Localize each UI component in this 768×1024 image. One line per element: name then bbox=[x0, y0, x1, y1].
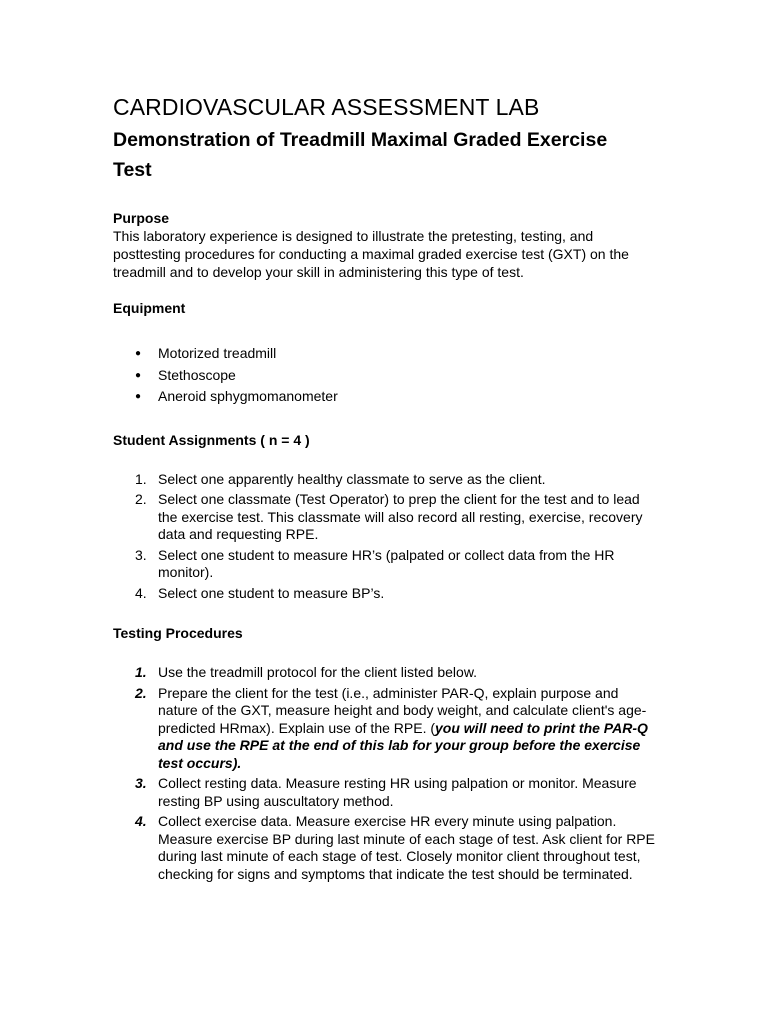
list-number: 4. bbox=[135, 813, 147, 829]
list-item bbox=[113, 664, 658, 682]
list-number: 2. bbox=[135, 491, 147, 507]
equipment-item-label: Aneroid sphygmomanometer bbox=[158, 388, 338, 404]
testing-procedures-list bbox=[113, 664, 658, 883]
equipment-heading: Equipment bbox=[113, 300, 186, 316]
list-number: 3. bbox=[135, 775, 147, 791]
equipment-item bbox=[113, 365, 658, 387]
equipment-item-label: Stethoscope bbox=[158, 366, 236, 383]
list-number: 4. bbox=[135, 584, 147, 601]
document-title: CARDIOVASCULAR ASSESSMENT LAB bbox=[113, 94, 540, 120]
list-number: 2. bbox=[135, 684, 147, 701]
list-number: 3. bbox=[135, 546, 147, 563]
list-item bbox=[113, 813, 658, 883]
list-item-text: Prepare the client for the test (i.e., administer PAR-Q, explain purpose and nature of the GXT, measure height and body weight, and calculate client's age-predicted HRmax). Explain use of the RPE. ( bbox=[158, 684, 647, 736]
purpose-text: This laboratory experience is designed to illustrate the pretesting, testing, and posttesting procedures for conducting a maximal graded exercise test (GXT) on the treadmill and to develop your skill in administering this type of test. bbox=[113, 228, 629, 280]
subtitle-line-2: Test bbox=[113, 159, 152, 181]
list-item-text: Collect resting data. Measure resting HR using palpation or monitor. Measure resting BP using auscultatory method. bbox=[158, 775, 637, 809]
bullet-icon: ● bbox=[135, 369, 142, 381]
list-item-text: Select one student to measure HR’s (palpated or collect data from the HR monitor). bbox=[158, 546, 615, 580]
list-number: 1. bbox=[135, 470, 147, 487]
list-item-text: Select one classmate (Test Operator) to prep the client for the test and to lead the exercise test. This classmate will also record all resting, exercise, recovery data and requesting RPE. bbox=[158, 491, 643, 542]
list-item bbox=[113, 685, 658, 773]
list-item-emphasis: you will need to print the PAR-Q and use the RPE at the end of this lab for your group before the exercise test occurs). bbox=[158, 719, 648, 771]
student-assignments-heading: Student Assignments ( n = 4 ) bbox=[113, 431, 310, 448]
equipment-item bbox=[113, 343, 658, 365]
list-item bbox=[113, 775, 658, 810]
list-item-text: Collect exercise data. Measure exercise HR every minute using palpation. Measure exercise BP during last minute of each stage of test. Ask client for RPE during last minute of each stage of test. Closely monitor client throughout test, checking for signs and symptoms that indicate the test should be terminated. bbox=[158, 813, 655, 882]
purpose-heading: Purpose bbox=[113, 210, 170, 226]
bullet-icon: ● bbox=[135, 391, 142, 402]
list-item bbox=[113, 547, 658, 582]
list-item-text: Select one apparently healthy classmate to serve as the client. bbox=[158, 470, 546, 487]
list-item-text: Select one student to measure BP’s. bbox=[158, 584, 385, 601]
list-item-text: Use the treadmill protocol for the client listed below. bbox=[158, 664, 478, 680]
testing-procedures-heading: Testing Procedures bbox=[113, 625, 243, 641]
list-number: 1. bbox=[135, 664, 147, 680]
subtitle-line-1: Demonstration of Treadmill Maximal Graded Exercise bbox=[113, 129, 608, 151]
equipment-list bbox=[113, 343, 658, 408]
equipment-item-label: Motorized treadmill bbox=[158, 345, 277, 361]
equipment-item bbox=[113, 386, 658, 408]
bullet-icon: ● bbox=[135, 348, 142, 359]
list-item bbox=[113, 585, 658, 603]
document-subtitle bbox=[113, 125, 658, 185]
student-assignments-list bbox=[113, 471, 658, 603]
list-item bbox=[113, 471, 658, 489]
list-item bbox=[113, 491, 658, 544]
document-page bbox=[113, 93, 658, 886]
